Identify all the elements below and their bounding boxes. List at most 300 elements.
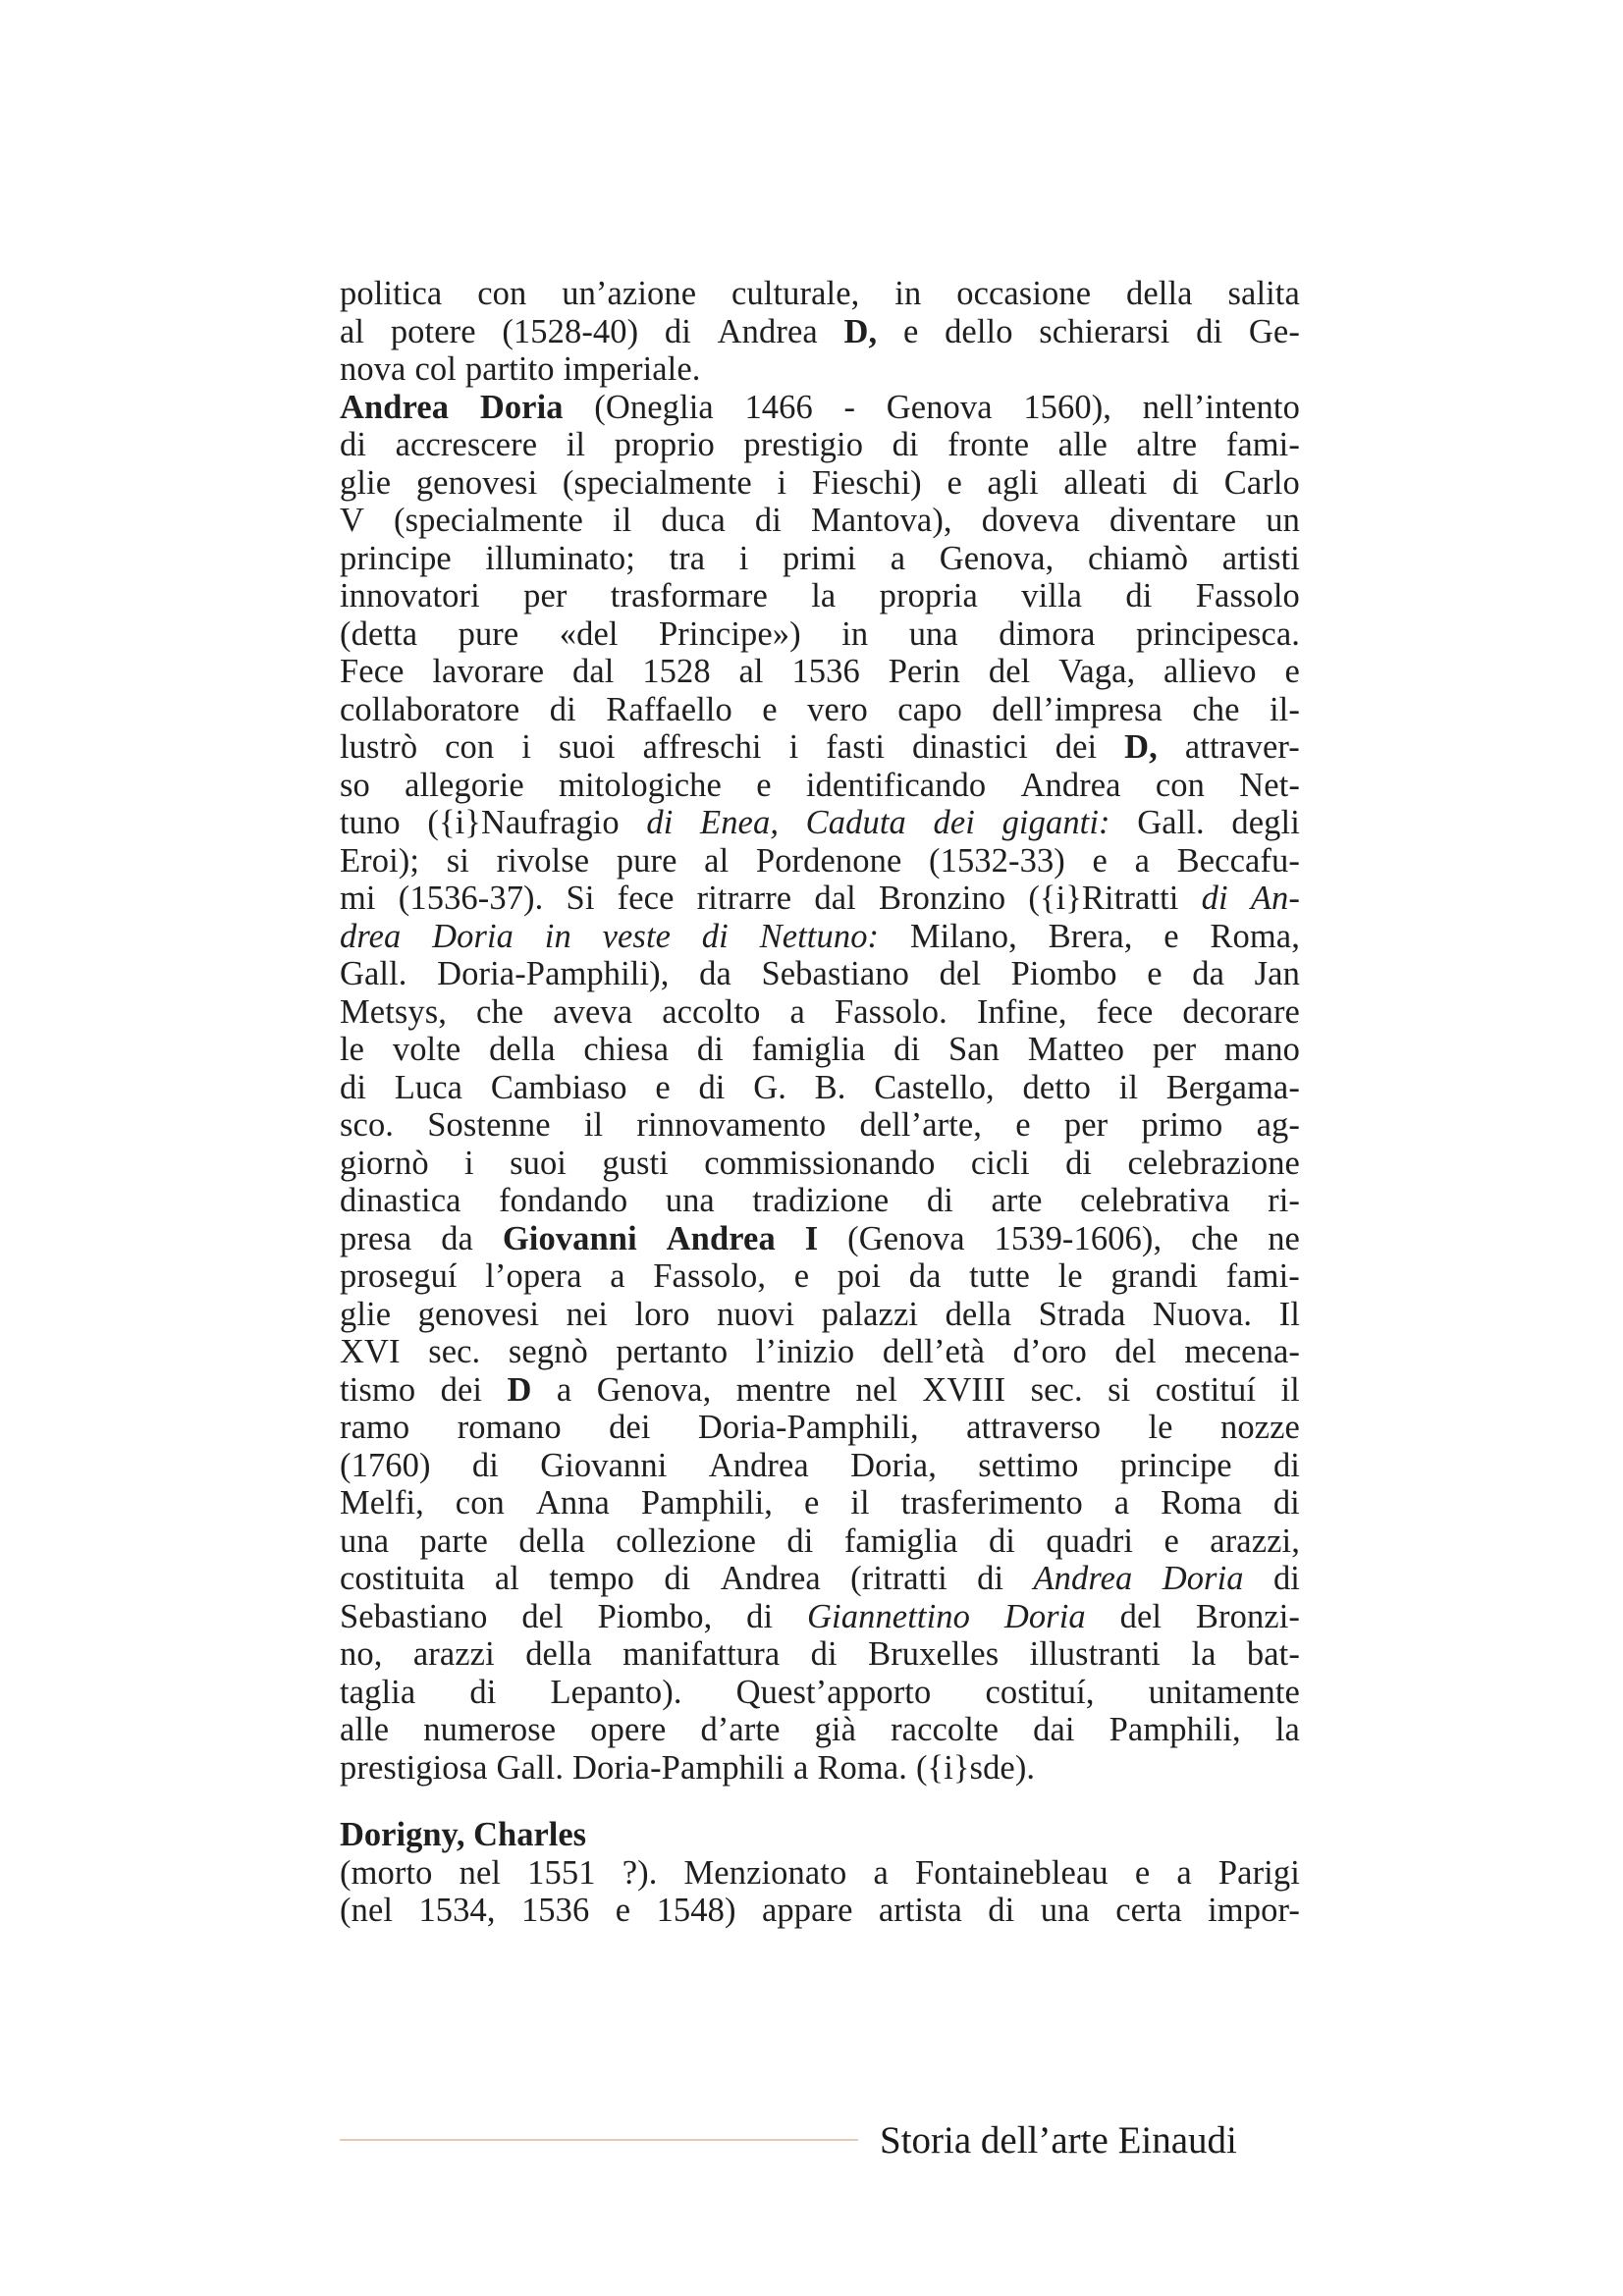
word: agli	[987, 463, 1039, 502]
word: dell’impresa	[992, 690, 1163, 728]
word: d’oro	[1012, 1333, 1087, 1370]
word: imperiale.	[563, 350, 701, 388]
word: al	[738, 653, 764, 690]
word: Luca	[394, 1068, 463, 1106]
word: Castello,	[874, 1068, 995, 1106]
word: fondando	[499, 1182, 628, 1219]
word: villa	[1021, 577, 1083, 614]
word: i	[464, 1144, 474, 1182]
word: Beccafu-	[1176, 841, 1300, 880]
word: Doria	[1162, 1560, 1244, 1597]
word: allegorie	[405, 766, 524, 804]
text-line	[340, 1711, 1300, 1749]
text-line	[340, 653, 1300, 691]
text-line	[340, 1220, 1300, 1258]
text-line	[340, 1749, 1300, 1788]
word: Gall.	[1137, 804, 1205, 841]
word: Doria-Pamphili,	[697, 1409, 919, 1446]
word: in	[841, 614, 869, 653]
word: il	[566, 426, 586, 463]
word: giornò	[340, 1144, 429, 1182]
word: mi	[340, 880, 376, 917]
entry-text-dorigny	[340, 1854, 1300, 1930]
word: proprio	[614, 426, 715, 463]
word: (specialmente	[394, 502, 583, 539]
word: artisti	[1221, 539, 1300, 577]
word: Mantova),	[811, 502, 952, 539]
word: 1560),	[1023, 388, 1112, 426]
word: principesca.	[1136, 614, 1300, 653]
word: e	[655, 1068, 671, 1106]
word: a	[793, 1748, 809, 1787]
word: occasione	[956, 275, 1092, 312]
word: tradizione	[752, 1182, 890, 1219]
word: Genova,	[939, 539, 1055, 577]
word: Doria	[1003, 1597, 1086, 1635]
word: di	[646, 804, 674, 841]
word: Jan	[1254, 955, 1300, 992]
word: opere	[590, 1711, 667, 1748]
word: Piombo	[1010, 955, 1117, 992]
word: (morto	[340, 1853, 433, 1892]
word: di	[469, 1673, 497, 1711]
word: Doria-Pamphili),	[437, 955, 670, 992]
word: certa	[1115, 1892, 1182, 1929]
text-line	[340, 1447, 1300, 1485]
word: attraverso	[966, 1409, 1102, 1446]
word: di	[1125, 577, 1153, 614]
word: e	[1163, 917, 1179, 955]
word: e	[1134, 1853, 1151, 1892]
word: e	[803, 1484, 820, 1522]
word: ?).	[622, 1853, 658, 1892]
word: da	[1192, 955, 1225, 992]
text-line	[340, 918, 1300, 956]
word: attraver-	[1184, 728, 1300, 766]
word: nel	[855, 1370, 897, 1409]
word: dello	[945, 312, 1013, 350]
word: quadri	[1046, 1522, 1134, 1560]
word: tempo	[549, 1560, 634, 1597]
word: lavorare	[432, 653, 545, 690]
word: (1528-40)	[502, 312, 639, 350]
word: al	[494, 1560, 519, 1597]
word: 1534,	[418, 1892, 496, 1929]
text-line	[340, 464, 1300, 503]
word: per	[523, 577, 568, 614]
text-line	[340, 955, 1300, 993]
word: in	[894, 275, 922, 312]
text-line	[340, 1409, 1300, 1447]
word: unitamente	[1148, 1673, 1300, 1711]
word: accolto	[662, 992, 761, 1031]
text-line	[340, 577, 1300, 615]
word: il	[583, 1106, 604, 1144]
text-line	[340, 313, 1300, 351]
word: di	[988, 1522, 1015, 1560]
word: altre	[1136, 426, 1198, 463]
word: Lepanto).	[550, 1673, 682, 1711]
word: Roma	[1161, 1484, 1242, 1522]
word: G.	[753, 1068, 786, 1106]
word: 1466	[744, 388, 813, 426]
word: i	[521, 728, 531, 766]
word: costituí	[1155, 1370, 1257, 1409]
word: appare	[761, 1892, 853, 1929]
word: 1536	[520, 1892, 590, 1929]
word: da	[908, 1257, 942, 1295]
word: rivolse	[496, 841, 590, 880]
text-line	[340, 1522, 1300, 1561]
word: dal	[814, 880, 856, 917]
word: del	[1114, 1333, 1157, 1370]
word: dinastici	[912, 728, 1028, 766]
word: a	[873, 1853, 889, 1892]
word: affreschi	[642, 728, 762, 766]
word: prestigio	[743, 426, 864, 463]
word: (detta	[340, 614, 418, 653]
word: (1536-37).	[398, 880, 544, 917]
text-line	[340, 767, 1300, 805]
word: sec.	[1030, 1370, 1083, 1409]
word: Bergama-	[1165, 1068, 1300, 1106]
word: nel	[459, 1853, 502, 1892]
word: della	[525, 1635, 592, 1673]
word: An-	[1250, 880, 1300, 917]
word: Il	[1278, 1295, 1300, 1333]
word: artista	[878, 1892, 962, 1929]
word: e	[1163, 1522, 1179, 1560]
text-line	[340, 993, 1300, 1032]
word: principe	[1119, 1446, 1232, 1484]
word: collaboratore	[340, 690, 520, 728]
text-line	[340, 1635, 1300, 1674]
word: a	[789, 992, 805, 1031]
word: Milano,	[909, 917, 1017, 955]
word: ({i}sde).	[915, 1748, 1036, 1787]
footer-rule	[340, 2139, 858, 2141]
word: 1536	[791, 653, 860, 690]
word: drea	[340, 917, 402, 955]
word: una	[665, 1182, 715, 1219]
word: propria	[879, 577, 978, 614]
word: e	[902, 312, 919, 350]
word: lustrò	[340, 728, 418, 766]
word: dell’età	[882, 1333, 986, 1370]
word: le	[1057, 1257, 1083, 1295]
word: volte	[392, 1031, 461, 1068]
word: Metsys,	[340, 992, 448, 1031]
text-line	[340, 691, 1300, 729]
word: ag-	[1256, 1106, 1300, 1144]
word: Bronzino	[878, 880, 1006, 917]
word: la	[811, 577, 837, 614]
word: suoi	[510, 1144, 567, 1182]
word: cicli	[970, 1144, 1030, 1182]
word: aveva	[553, 992, 633, 1031]
word: Carlo	[1223, 463, 1300, 502]
text-line	[340, 350, 1300, 389]
word: sco.	[340, 1106, 395, 1144]
word: Giannettino	[807, 1597, 970, 1635]
word: Fieschi)	[811, 463, 922, 502]
word: di	[471, 1446, 499, 1484]
word: della	[518, 1522, 585, 1560]
word: un’azione	[562, 275, 697, 312]
word: trasferimento	[900, 1484, 1083, 1522]
word: manifattura	[622, 1635, 781, 1673]
word: della	[1126, 275, 1193, 312]
word: Fassolo	[1195, 577, 1300, 614]
word: pertanto	[616, 1333, 729, 1370]
word: so	[340, 766, 370, 804]
word: duca	[661, 502, 726, 539]
text-line	[340, 1892, 1300, 1930]
word: rinnovamento	[636, 1106, 827, 1144]
word: di	[1272, 1446, 1300, 1484]
word: Andrea	[340, 388, 450, 426]
word: a	[1176, 1853, 1192, 1892]
word: Andrea	[717, 312, 818, 350]
word: fece	[617, 880, 675, 917]
text-line	[340, 1333, 1300, 1371]
word: con	[445, 728, 495, 766]
word: costituí,	[985, 1673, 1095, 1711]
word: politica	[340, 275, 443, 312]
text-line	[340, 1484, 1300, 1522]
word: 1528	[642, 653, 711, 690]
word: Bruxelles	[868, 1635, 1000, 1673]
word: Genova,	[596, 1370, 712, 1409]
word: -	[843, 388, 856, 426]
text-line	[340, 1145, 1300, 1183]
word: tismo	[340, 1370, 416, 1409]
word: partito	[464, 350, 555, 388]
word: Andrea	[1020, 766, 1121, 804]
word: l’inizio	[755, 1333, 855, 1370]
word: una	[340, 1522, 390, 1560]
word: illuminato;	[485, 539, 635, 577]
word: dei	[440, 1370, 483, 1409]
word: Fontainebleau	[914, 1853, 1109, 1892]
word: nei	[566, 1295, 609, 1333]
word: una	[1040, 1892, 1090, 1929]
word: con	[477, 275, 527, 312]
word: Si	[566, 880, 595, 917]
word: dell’arte,	[859, 1106, 983, 1144]
word: della	[489, 1031, 556, 1068]
word: giganti:	[1001, 804, 1110, 841]
word: Giovanni	[502, 1219, 637, 1257]
word: presa	[340, 1219, 412, 1257]
word: di	[340, 1068, 367, 1106]
word: San	[947, 1031, 1001, 1068]
word: romano	[457, 1409, 562, 1446]
word: di	[977, 1560, 1004, 1597]
word: I	[804, 1219, 819, 1257]
word: (Oneglia	[594, 388, 714, 426]
word: numerose	[423, 1711, 557, 1748]
word: (specialmente	[562, 463, 752, 502]
word: le	[340, 1031, 365, 1068]
word: Infine,	[976, 992, 1067, 1031]
word: dei	[933, 804, 975, 841]
word: Andrea	[666, 1219, 776, 1257]
page-footer	[340, 2110, 1300, 2169]
word: a	[556, 1370, 572, 1409]
word: D,	[1124, 728, 1158, 766]
word: il	[1118, 1068, 1139, 1106]
word: arazzi	[412, 1635, 495, 1673]
word: al	[340, 312, 365, 350]
word: di	[1172, 463, 1200, 502]
word: che	[1192, 690, 1240, 728]
word: 1551	[527, 1853, 596, 1892]
word: accrescere	[395, 426, 538, 463]
word: e	[1092, 841, 1108, 880]
word: segnò	[508, 1333, 588, 1370]
word: Anna	[535, 1484, 610, 1522]
word: culturale,	[731, 275, 860, 312]
word: V	[340, 502, 365, 539]
text-line	[340, 1296, 1300, 1334]
word: trasformare	[610, 577, 768, 614]
word: l’opera	[485, 1257, 582, 1295]
word: raccolte	[891, 1711, 1000, 1748]
word: fami-	[1225, 1257, 1300, 1295]
word: pure	[458, 614, 519, 653]
word: a	[1113, 1484, 1130, 1522]
word: Doria	[479, 388, 564, 426]
word: mitologiche	[559, 766, 722, 804]
text-line	[340, 1674, 1300, 1712]
text-line	[340, 1560, 1300, 1598]
text-line	[340, 1069, 1300, 1107]
word: fece	[1096, 992, 1154, 1031]
word: Principe»)	[659, 614, 801, 653]
word: Doria	[432, 917, 514, 955]
word: chiamò	[1087, 539, 1189, 577]
word: di	[664, 1560, 691, 1597]
word: Sebastiano	[340, 1597, 488, 1635]
word: di	[340, 426, 367, 463]
word: per	[1063, 1106, 1109, 1144]
word: di	[664, 312, 691, 350]
word: di	[701, 917, 729, 955]
word: Eroi);	[340, 841, 420, 880]
word: fronte	[947, 426, 1030, 463]
word: primo	[1141, 1106, 1223, 1144]
word: Nettuno:	[759, 917, 880, 955]
word: di	[810, 1635, 838, 1673]
word: Parigi	[1217, 1853, 1300, 1892]
word: mano	[1223, 1031, 1300, 1068]
word: impor-	[1208, 1892, 1300, 1929]
word: detto	[1022, 1068, 1091, 1106]
word: innovatori	[340, 577, 480, 614]
word: i	[738, 539, 749, 577]
word: Perin	[888, 653, 961, 690]
word: un	[1266, 502, 1300, 539]
text-line	[340, 1257, 1300, 1296]
word: a	[1134, 841, 1151, 880]
word: XVIII	[922, 1370, 1006, 1409]
word: Doria,	[850, 1446, 937, 1484]
word: capo	[897, 690, 962, 728]
word: Cambiaso	[490, 1068, 627, 1106]
word: ne	[1268, 1219, 1300, 1257]
word: le	[1148, 1409, 1173, 1446]
word: 1548)	[656, 1892, 736, 1929]
word: illustranti	[1029, 1635, 1161, 1673]
word: decorare	[1182, 992, 1300, 1031]
word: di	[988, 1892, 1015, 1929]
word: arte	[991, 1182, 1043, 1219]
word: e	[762, 690, 778, 728]
word: Fece	[340, 653, 405, 690]
word: alle	[340, 1711, 390, 1748]
word: una	[908, 614, 958, 653]
word: identificando	[805, 766, 987, 804]
word: di	[1065, 1144, 1093, 1182]
entry-text-doria	[340, 275, 1300, 1787]
word: di	[893, 1031, 921, 1068]
word: con	[455, 1484, 505, 1522]
word: salita	[1227, 275, 1300, 312]
word: da	[699, 955, 731, 992]
word: fami-	[1225, 426, 1300, 463]
word: con	[1155, 766, 1205, 804]
word: arazzi,	[1210, 1522, 1300, 1560]
word: dinastica	[340, 1182, 461, 1219]
text-line	[340, 1371, 1300, 1410]
word: (nel	[340, 1892, 394, 1929]
word: proseguí	[340, 1257, 458, 1295]
word: dei	[609, 1409, 651, 1446]
word: vero	[807, 690, 868, 728]
word: a	[890, 539, 906, 577]
word: chiesa	[583, 1031, 670, 1068]
word: a	[610, 1257, 625, 1295]
text-line	[340, 728, 1300, 767]
word: sec.	[428, 1333, 481, 1370]
word: Menzionato	[683, 1853, 847, 1892]
word: D,	[843, 312, 878, 350]
word: costituita	[340, 1560, 465, 1597]
word: che	[476, 992, 524, 1031]
word: B.	[814, 1068, 846, 1106]
word: (ritratti	[850, 1560, 947, 1597]
word: al	[704, 841, 730, 880]
word: già	[814, 1711, 857, 1748]
text-line	[340, 502, 1300, 540]
word: parte	[419, 1522, 488, 1560]
word: Roma.	[817, 1748, 907, 1787]
word: e	[793, 1257, 810, 1295]
word: celebrazione	[1127, 1144, 1300, 1182]
word: XVI	[340, 1333, 401, 1370]
word: mecena-	[1184, 1333, 1300, 1370]
text-line	[340, 1182, 1300, 1220]
word: d’arte	[700, 1711, 781, 1748]
word: Fassolo.	[834, 992, 947, 1031]
word: no,	[340, 1635, 383, 1673]
word: «del	[559, 614, 619, 653]
word: il	[850, 1484, 870, 1522]
word: glie	[340, 463, 392, 502]
word: pure	[616, 841, 677, 880]
word: suoi	[558, 728, 616, 766]
